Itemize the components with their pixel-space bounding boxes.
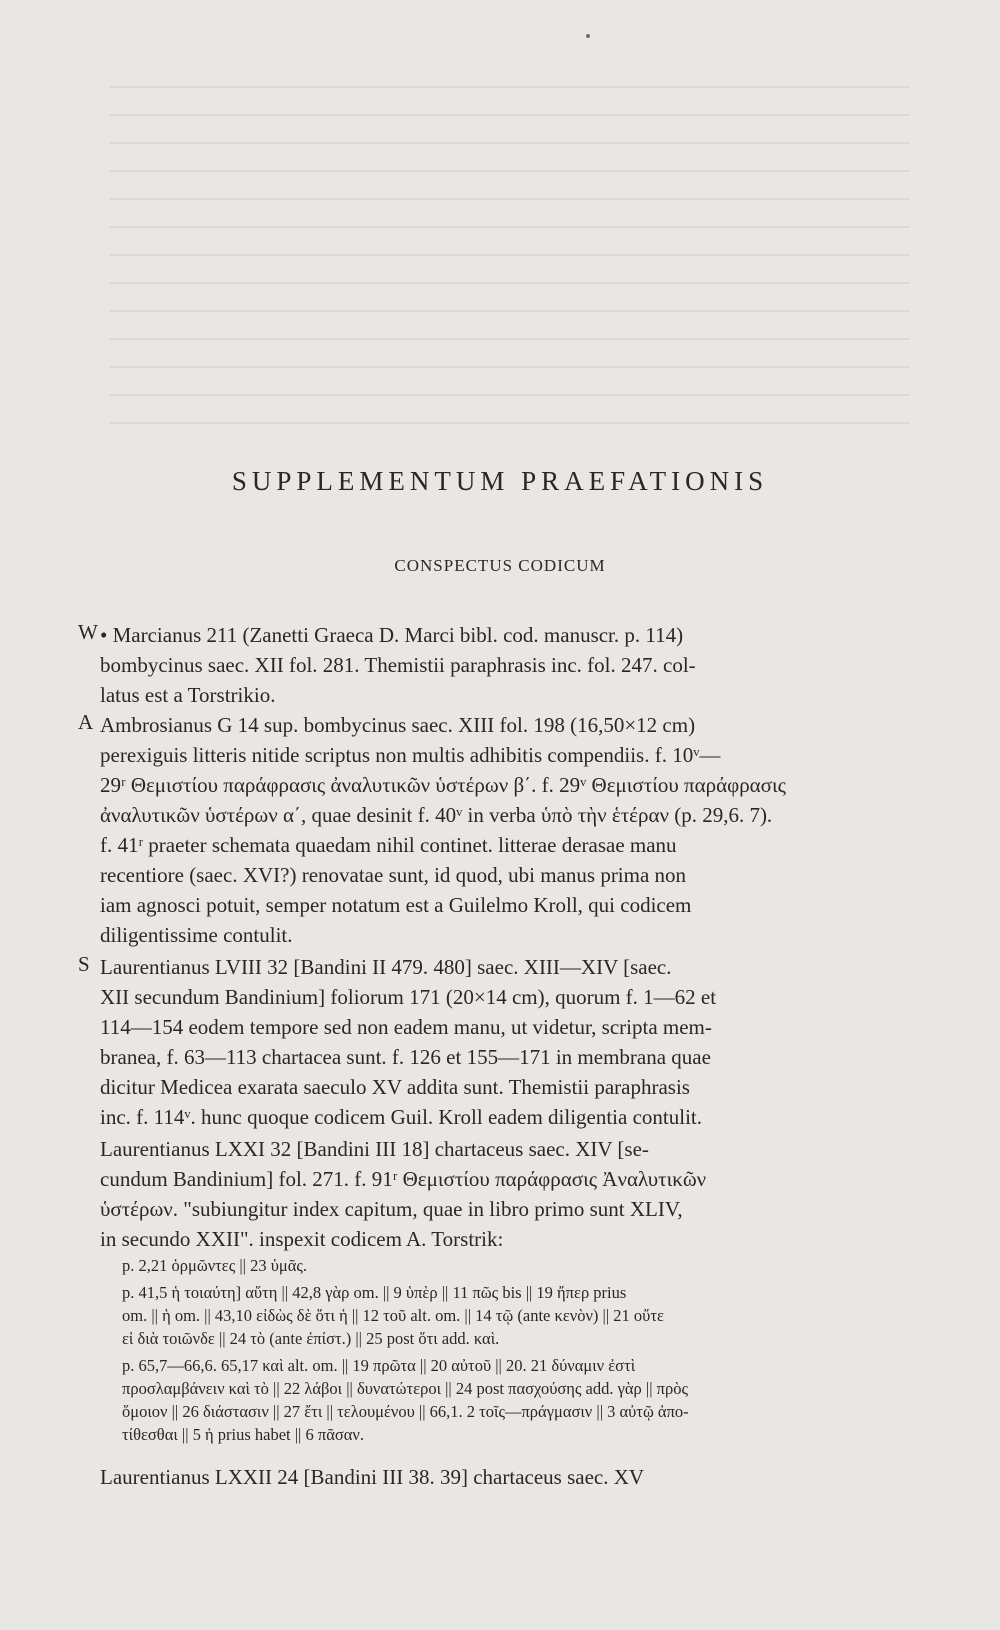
codex-entry-laur-lxxi	[100, 1134, 890, 1254]
codex-entry-laur-lxxii	[100, 1462, 890, 1492]
entry-line: Ambrosianus G 14 sup. bombycinus saec. XIII fol. 198 (16,50×12 cm)	[100, 713, 696, 737]
entry-line: cundum Bandinium] fol. 271. f. 91ʳ Θεμιστίου παράφρασις Ἀναλυτικῶν	[100, 1167, 707, 1191]
entry-line: diligentissime contulit.	[100, 923, 293, 947]
entry-line: recentiore (saec. XVI?) renovatae sunt, id quod, ubi manus prima non	[100, 863, 687, 887]
siglum: A	[78, 710, 94, 734]
entry-line: ὑστέρων. "subiungitur index capitum, quae in libro primo sunt XLIV,	[100, 1197, 683, 1221]
entry-line: f. 41ʳ praeter schemata quaedam nihil continet. litterae derasae manu	[100, 833, 677, 857]
note-line: προσλαμβάνειν καὶ τὸ || 22 λάβοι || δυνατώτεροι || 24 post πασχούσης add. γὰρ || πρὸς	[122, 1379, 688, 1398]
codex-entry-a	[78, 710, 890, 950]
entry-line: inc. f. 114ᵛ. hunc quoque codicem Guil. Kroll eadem diligentia contulit.	[100, 1105, 702, 1129]
entry-line: Laurentianus LXXII 24 [Bandini III 38. 39] chartaceus saec. XV	[100, 1465, 645, 1489]
section-subtitle: CONSPECTUS CODICUM	[394, 556, 606, 575]
codex-entry-s	[78, 952, 890, 1132]
note-line: p. 2,21 ὁρμῶντες || 23 ὑμᾶς.	[122, 1256, 308, 1275]
note-line: p. 41,5 ἡ τοιαύτη] αὕτη || 42,8 γὰρ om. || 9 ὑπὲρ || 11 πῶς bis || 19 ἤπερ prius	[122, 1283, 627, 1302]
entry-line: 29ʳ Θεμιστίου παράφρασις ἀναλυτικῶν ὑστέρων β΄. f. 29ᵛ Θεμιστίου παράφρασις	[100, 773, 786, 797]
entry-line: XII secundum Bandinium] foliorum 171 (20×14 cm), quorum f. 1—62 et	[100, 985, 717, 1009]
entry-line: Laurentianus LXXI 32 [Bandini III 18] chartaceus saec. XIV [se-	[100, 1137, 649, 1161]
siglum: S	[78, 952, 90, 976]
siglum: W	[78, 620, 98, 644]
entry-line: ἀναλυτικῶν ὑστέρων α΄, quae desinit f. 40ᵛ in verba ὑπὸ τὴν ἑτέραν (p. 29,6. 7).	[100, 803, 773, 827]
entry-line: iam agnosci potuit, semper notatum est a Guilelmo Kroll, qui codicem	[100, 893, 692, 917]
entry-line: • Marcianus 211 (Zanetti Graeca D. Marci bibl. cod. manuscr. p. 114)	[100, 623, 684, 647]
codex-entry-w	[78, 620, 890, 710]
entry-line: latus est a Torstrikio.	[100, 683, 276, 707]
entry-line: branea, f. 63—113 chartacea sunt. f. 126 et 155—171 in membrana quae	[100, 1045, 711, 1069]
page-title: SUPPLEMENTUM PRAEFATIONIS	[231, 466, 769, 496]
note-line: εἰ διὰ τοιῶνδε || 24 τὸ (ante ἐπίστ.) || 25 post ὅτι add. καὶ.	[122, 1329, 500, 1348]
entry-line: 114—154 eodem tempore sed non eadem manu, ut videtur, scripta mem-	[100, 1015, 712, 1039]
note-line: ὅμοιον || 26 διάστασιν || 27 ἔτι || τελουμένου || 66,1. 2 τοῖς—πράγμασιν || 3 αὐτῷ ἀπο-	[122, 1402, 689, 1421]
entry-line: bombycinus saec. XII fol. 281. Themistii paraphrasis inc. fol. 247. col-	[100, 653, 696, 677]
speck	[586, 34, 590, 38]
entry-line: perexiguis litteris nitide scriptus non multis adhibitis compendiis. f. 10ᵛ—	[100, 743, 721, 767]
note-line: τίθεσθαι || 5 ἡ prius habet || 6 πᾶσαν.	[122, 1425, 364, 1444]
entry-line: dicitur Medicea exarata saeculo XV addita sunt. Themistii paraphrasis	[100, 1075, 690, 1099]
entry-line: Laurentianus LVIII 32 [Bandini II 479. 480] saec. XIII—XIV [saec.	[100, 955, 672, 979]
bleed-through	[110, 60, 910, 460]
note-line: om. || ἡ om. || 43,10 εἰδὼς δὲ ὅτι ἡ || 12 τοῦ alt. om. || 14 τῷ (ante κενὸν) || 21 οὔτε	[122, 1306, 664, 1325]
note-line: p. 65,7—66,6. 65,17 καὶ alt. om. || 19 πρῶτα || 20 αὐτοῦ || 20. 21 δύναμιν ἐστὶ	[122, 1356, 636, 1375]
collation-notes	[122, 1254, 890, 1446]
entry-line: in secundo XXII". inspexit codicem A. Torstrik:	[100, 1227, 504, 1251]
